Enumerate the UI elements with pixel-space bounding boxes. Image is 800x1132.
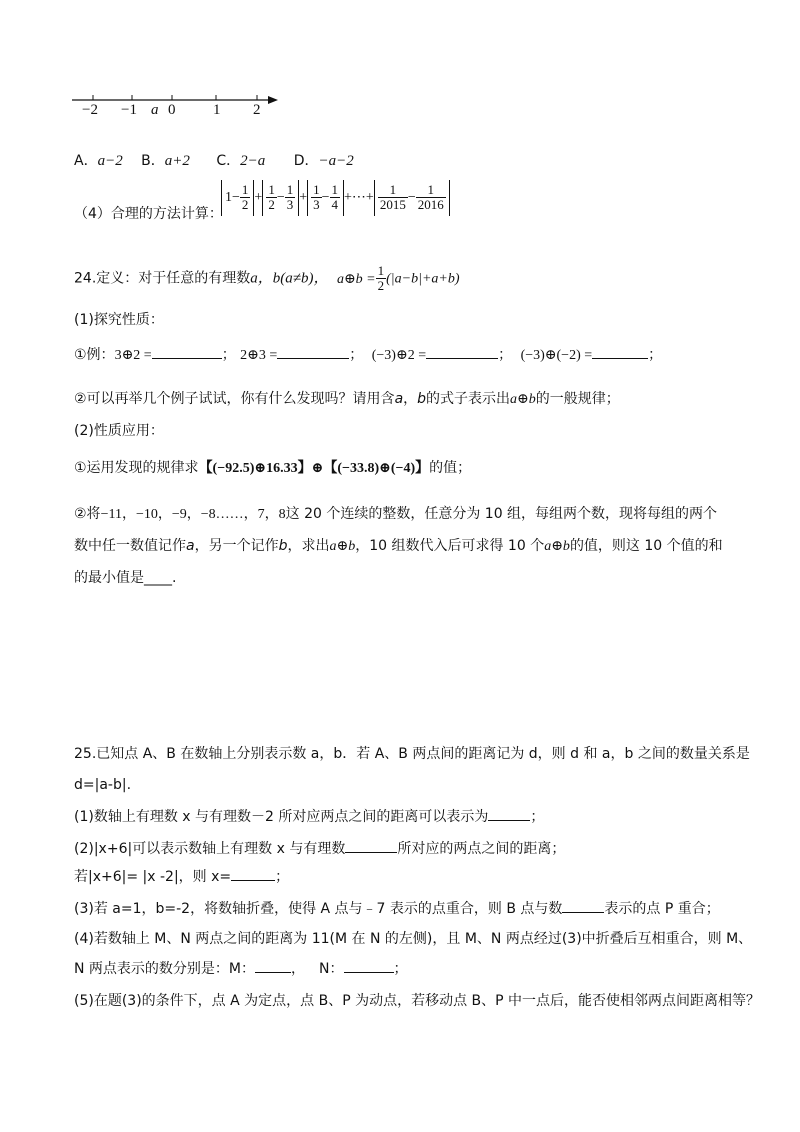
number-line — [68, 88, 283, 124]
q24-part1-q2: ②可以再举几个例子试试，你有什么发现吗？请用含a，b的式子表示出a⊕b的一般规律； — [74, 391, 620, 407]
q24-part2-q1: ①运用发现的规律求【(−92.5)⊕16.33】⊕【(−33.8)⊕(−4)】的值； — [74, 460, 472, 476]
option-d-label: D． — [293, 153, 319, 169]
q25-2-blank[interactable] — [345, 838, 397, 853]
tick-label-2: 2 — [253, 102, 261, 118]
part4-label: （4）合理的方法计算： — [74, 206, 223, 222]
q24-part2-q2-line2: 数中任一数值记作a，另一个记作b，求出a⊕b，10 组数代入后可求得 10 个a⊕b的值，则这 10 个值的和 — [74, 538, 723, 554]
option-d-expr: −a−2 — [318, 153, 354, 169]
q25-3-blank[interactable] — [562, 898, 604, 913]
q24-part1-title: (1)探究性质： — [74, 312, 164, 328]
answer-options — [74, 150, 354, 170]
tick-label-0: 0 — [168, 102, 176, 118]
option-a-label: A． — [74, 153, 98, 169]
abs-term-last: $\frac{1}{2015}$ − $\frac{1}{2016}$ — [374, 180, 450, 216]
q25-4m-blank[interactable] — [255, 958, 291, 973]
q24-definition: 24.定义：对于任意的有理数a，b(a≠b)， a⊕b = $\frac{1}{2}$ (|a−b|+a+b) — [74, 263, 460, 293]
half-fraction: $\frac{1}{2}$ — [377, 263, 385, 293]
q24-examples: ①例：3⊕2 = ； 2⊕3 = ； (−3)⊕2 = ； (−3)⊕(−2) = ； — [74, 344, 662, 364]
q25-line2: d=|a-b|. — [74, 777, 132, 793]
option-b-expr: a+2 — [164, 153, 190, 169]
q25-4n-blank[interactable] — [344, 958, 394, 973]
q25-line1: 25.已知点 A、B 在数轴上分别表示数 a，b．若 A、B 两点间的距离记为 d，则 d 和 a，b 之间的数量关系是 — [74, 746, 750, 762]
example-3-blank[interactable] — [426, 344, 498, 359]
tick-label-1: 1 — [213, 102, 221, 118]
q25-line9: (5)在题(3)的条件下，点 A 为定点，点 B、P 为动点，若移动点 B、P 中一点后，能否使相邻两点间距离相等？ — [74, 993, 761, 1009]
example-2-blank[interactable] — [277, 344, 349, 359]
option-c-label: C． — [216, 153, 241, 169]
abs-term-2: $\frac{1}{2}$ − $\frac{1}{3}$ — [262, 180, 299, 216]
q25-line8: N 两点表示的数分别是：M： ， N： ； — [74, 958, 408, 978]
q25-1-blank[interactable] — [488, 806, 530, 821]
part4-expression: 1− $\frac{1}{2}$ + $\frac{1}{2}$ − $\frac{1}{3}$ + $\frac{1}{3}$ − $\frac{1}{4}$ +⋯+ $\frac{1}{2015}$ − $\frac{1}{2016}$ — [221, 180, 450, 216]
ellipsis-plus: +⋯+ — [344, 190, 374, 206]
q24-part2-q2-line1: ②将−11，−10，−9，−8……，7，8这 20 个连续的整数，任意分为 10 组，每组两个数，现将每组的两个 — [74, 506, 718, 522]
abs-term-3: $\frac{1}{3}$ − $\frac{1}{4}$ — [307, 180, 344, 216]
example-4-blank[interactable] — [592, 344, 648, 359]
option-c-expr: 2−a — [240, 153, 266, 169]
q25-line5: 若|x+6|= |x -2|，则 x= ； — [74, 866, 289, 886]
q25-line3: (1)数轴上有理数 x 与有理数－2 所对应两点之间的距离可以表示为 ； — [74, 806, 544, 826]
option-b-label: B． — [141, 153, 165, 169]
q25-line7: (4)若数轴上 M、N 两点之间的距离为 11(M 在 N 的左侧)，且 M、N 两点经过(3)中折叠后互相重合，则 M、 — [74, 931, 753, 947]
abs-term-1: 1− $\frac{1}{2}$ — [221, 180, 254, 216]
tick-label-a: a — [151, 102, 159, 118]
q25-line4: (2)|x+6|可以表示数轴上有理数 x 与有理数 所对应的两点之间的距离； — [74, 838, 565, 858]
example-1-blank[interactable] — [152, 344, 222, 359]
tick-label-neg2: −2 — [82, 102, 98, 118]
q24-part2-q2-line3: 的最小值是____. — [74, 570, 177, 586]
q25-line6: (3)若 a=1，b=-2，将数轴折叠，使得 A 点与﹣7 表示的点重合，则 B 点与数 表示的点 P 重合； — [74, 898, 720, 918]
tick-label-neg1: −1 — [121, 102, 137, 118]
q24-part2-title: (2)性质应用： — [74, 423, 164, 439]
option-a-expr: a−2 — [97, 153, 123, 169]
q25-2b-blank[interactable] — [231, 866, 275, 881]
